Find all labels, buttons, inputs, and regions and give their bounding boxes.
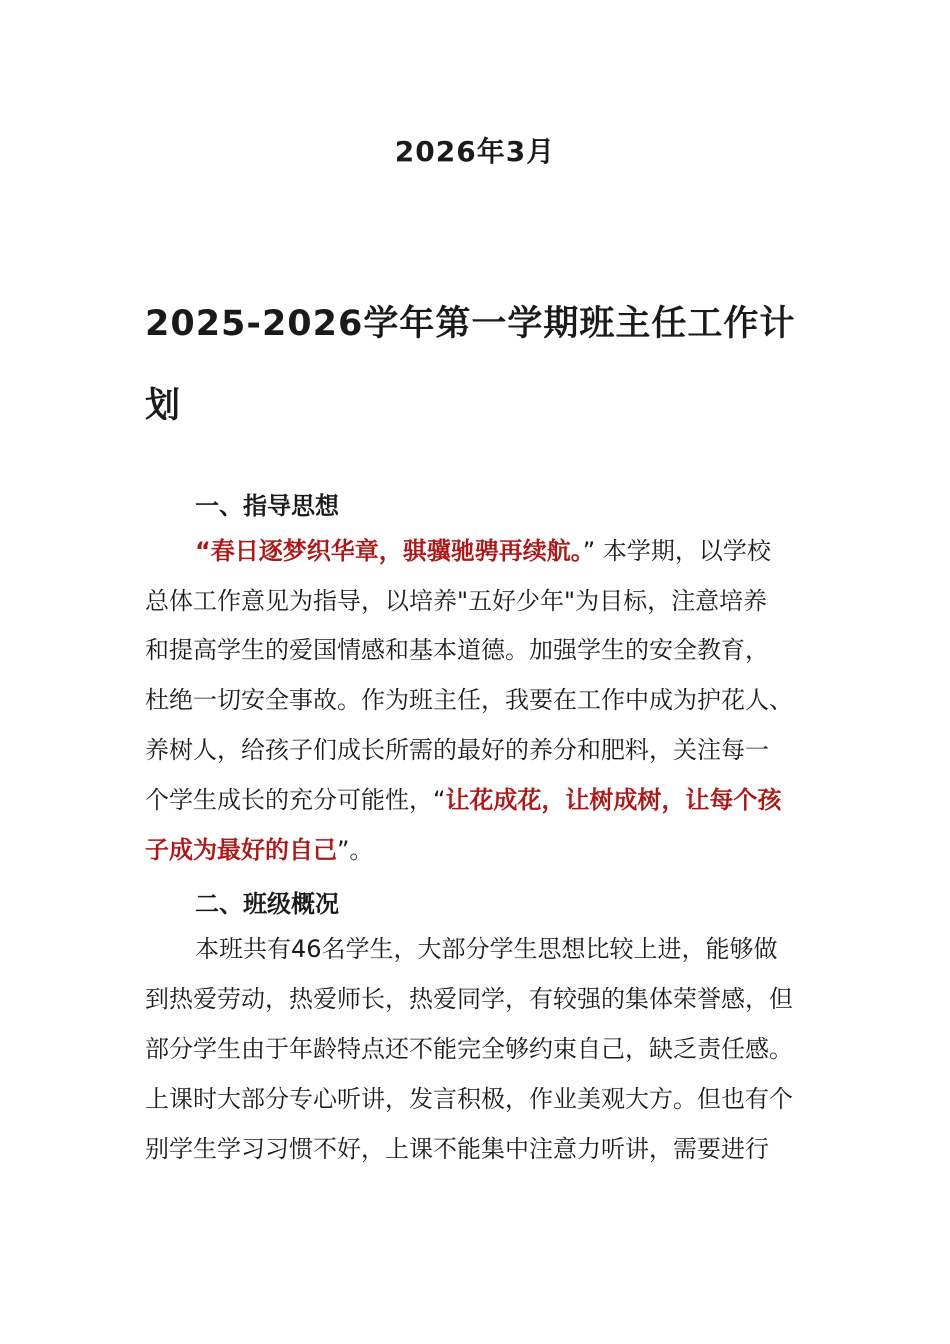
paragraph-line: 养树人，给孩子们成长所需的最好的养分和肥料，关注每一 xyxy=(145,736,769,764)
paragraph-line xyxy=(145,834,810,866)
paragraph-line xyxy=(195,535,810,567)
title-line-1: 2025-2026学年第一学期班主任工作计 xyxy=(145,304,796,344)
paragraph-line: 别学生学习习惯不好，上课不能集中注意力听讲，需要进行 xyxy=(145,1135,769,1163)
highlighted-slogan: 春日逐梦织华章，骐骥驰骋再续航。 xyxy=(210,537,583,565)
document-title xyxy=(145,283,825,447)
quote-mark-close: ” xyxy=(582,537,596,565)
paragraph-text: ”。 xyxy=(337,836,374,864)
paragraph-line: 部分学生由于年龄特点还不能完全够约束自己，缺乏责任感。 xyxy=(145,1035,793,1063)
paragraph-line: 和提高学生的爱国情感和基本道德。加强学生的安全教育， xyxy=(145,636,769,664)
section-heading-guiding-ideology: 一、指导思想 xyxy=(195,492,339,520)
paragraph-line: 本班共有46名学生，大部分学生思想比较上进，能够做 xyxy=(195,935,778,963)
document-date: 2026年3月 xyxy=(394,135,556,168)
quote-mark-open: “ xyxy=(195,537,211,565)
title-line-2: 划 xyxy=(145,386,182,426)
paragraph-text: 个学生成长的充分可能性，“ xyxy=(145,786,446,814)
highlighted-motto: 子成为最好的自己 xyxy=(145,836,337,864)
paragraph-line: 杜绝一切安全事故。作为班主任，我要在工作中成为护花人、 xyxy=(145,686,793,714)
paragraph-text: 本学期，以学校 xyxy=(595,537,771,565)
paragraph-line: 总体工作意见为指导，以培养"五好少年"为目标，注意培养 xyxy=(145,587,768,615)
section-heading-class-overview: 二、班级概况 xyxy=(195,890,339,918)
highlighted-motto: 让花成花，让树成树，让每个孩 xyxy=(445,786,782,814)
paragraph-line: 到热爱劳动，热爱师长，热爱同学，有较强的集体荣誉感，但 xyxy=(145,985,793,1013)
paragraph-line xyxy=(145,784,810,816)
paragraph-line: 上课时大部分专心听讲，发言积极，作业美观大方。但也有个 xyxy=(145,1085,793,1113)
